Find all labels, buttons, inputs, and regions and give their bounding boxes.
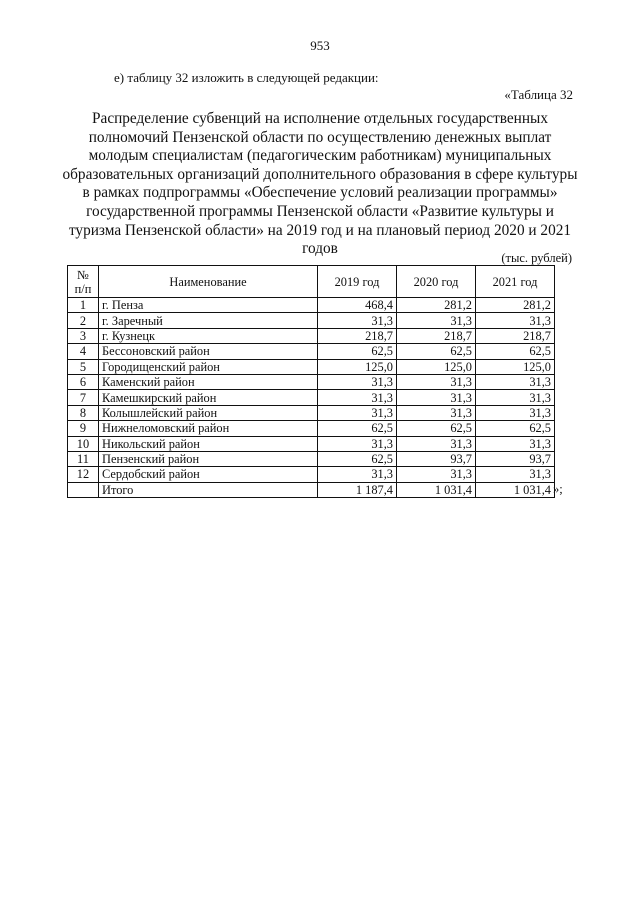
cell-number: 11: [68, 451, 99, 466]
subsidy-table: [67, 265, 555, 498]
cell-2020: 1 031,4: [397, 482, 476, 497]
cell-2020: 31,3: [397, 374, 476, 389]
cell-2019: 218,7: [318, 328, 397, 343]
cell-2019: 62,5: [318, 344, 397, 359]
cell-2020: 31,3: [397, 405, 476, 420]
cell-name: г. Кузнецк: [99, 328, 318, 343]
cell-2020: 31,3: [397, 313, 476, 328]
cell-2021: 62,5: [476, 344, 555, 359]
cell-2021: 281,2: [476, 298, 555, 313]
table-row: [68, 436, 555, 451]
cell-2019: 31,3: [318, 390, 397, 405]
cell-number: 4: [68, 344, 99, 359]
cell-2019: 1 187,4: [318, 482, 397, 497]
table-row: [68, 313, 555, 328]
cell-2019: 62,5: [318, 421, 397, 436]
cell-2020: 62,5: [397, 344, 476, 359]
cell-number: [68, 482, 99, 497]
cell-number: 9: [68, 421, 99, 436]
cell-2019: 31,3: [318, 405, 397, 420]
cell-2021: 93,7: [476, 451, 555, 466]
cell-2021: 31,3: [476, 390, 555, 405]
units-label: (тыс. рублей): [501, 251, 572, 265]
cell-name: г. Заречный: [99, 313, 318, 328]
table-row: [68, 344, 555, 359]
cell-2021: 62,5: [476, 421, 555, 436]
cell-2019: 31,3: [318, 467, 397, 482]
header-2019: 2019 год: [318, 266, 397, 298]
cell-2021: 31,3: [476, 467, 555, 482]
header-2020: 2020 год: [397, 266, 476, 298]
cell-number: 6: [68, 374, 99, 389]
cell-2021: 1 031,4: [476, 482, 555, 497]
cell-name: Сердобский район: [99, 467, 318, 482]
cell-name: Камешкирский район: [99, 390, 318, 405]
intro-text: е) таблицу 32 изложить в следующей редакции:: [114, 70, 379, 85]
table-row: [68, 359, 555, 374]
header-name: Наименование: [99, 266, 318, 298]
table-row: [68, 421, 555, 436]
cell-2020: 125,0: [397, 359, 476, 374]
cell-number: 2: [68, 313, 99, 328]
cell-2021: 31,3: [476, 405, 555, 420]
cell-2020: 31,3: [397, 467, 476, 482]
cell-number: 12: [68, 467, 99, 482]
cell-name: Итого: [99, 482, 318, 497]
document-title: Распределение субвенций на исполнение отдельных государственных полномочий Пензенской области по осуществлению денежных выплат молодым специалистам (педагогическим работникам) муниципальных образовательных организаций дополнительного образования в сфере культуры в рамках подпрограммы «Обеспечение условий реализации программы» государственной программы Пензенской области «Развитие культуры и туризма Пензенской области» на 2019 год и на плановый период 2020 и 2021 годов: [62, 110, 578, 258]
header-2021: 2021 год: [476, 266, 555, 298]
header-number: № п/п: [68, 266, 99, 298]
cell-name: г. Пенза: [99, 298, 318, 313]
cell-number: 8: [68, 405, 99, 420]
cell-name: Колышлейский район: [99, 405, 318, 420]
cell-name: Городищенский район: [99, 359, 318, 374]
cell-2019: 62,5: [318, 451, 397, 466]
cell-name: Никольский район: [99, 436, 318, 451]
cell-number: 3: [68, 328, 99, 343]
cell-2020: 62,5: [397, 421, 476, 436]
cell-2021: 31,3: [476, 436, 555, 451]
cell-2020: 31,3: [397, 390, 476, 405]
table-row: [68, 374, 555, 389]
table-header-row: [68, 266, 555, 298]
cell-2019: 31,3: [318, 313, 397, 328]
cell-2020: 218,7: [397, 328, 476, 343]
page-number: 953: [310, 38, 330, 53]
cell-number: 5: [68, 359, 99, 374]
cell-name: Пензенский район: [99, 451, 318, 466]
cell-2020: 281,2: [397, 298, 476, 313]
table-row: [68, 390, 555, 405]
cell-2020: 31,3: [397, 436, 476, 451]
cell-2021: 218,7: [476, 328, 555, 343]
table-row: [68, 467, 555, 482]
table-reference: «Таблица 32: [504, 87, 573, 102]
cell-2019: 468,4: [318, 298, 397, 313]
cell-2019: 31,3: [318, 436, 397, 451]
cell-name: Нижнеломовский район: [99, 421, 318, 436]
table-row: [68, 405, 555, 420]
table-total-row: [68, 482, 555, 497]
table-row: [68, 328, 555, 343]
cell-2019: 125,0: [318, 359, 397, 374]
cell-2021: 31,3: [476, 374, 555, 389]
closing-mark: »;: [553, 482, 563, 496]
table-row: [68, 451, 555, 466]
cell-2021: 31,3: [476, 313, 555, 328]
cell-2020: 93,7: [397, 451, 476, 466]
cell-2019: 31,3: [318, 374, 397, 389]
cell-number: 1: [68, 298, 99, 313]
cell-number: 10: [68, 436, 99, 451]
cell-name: Каменский район: [99, 374, 318, 389]
cell-name: Бессоновский район: [99, 344, 318, 359]
table-row: [68, 298, 555, 313]
cell-2021: 125,0: [476, 359, 555, 374]
cell-number: 7: [68, 390, 99, 405]
